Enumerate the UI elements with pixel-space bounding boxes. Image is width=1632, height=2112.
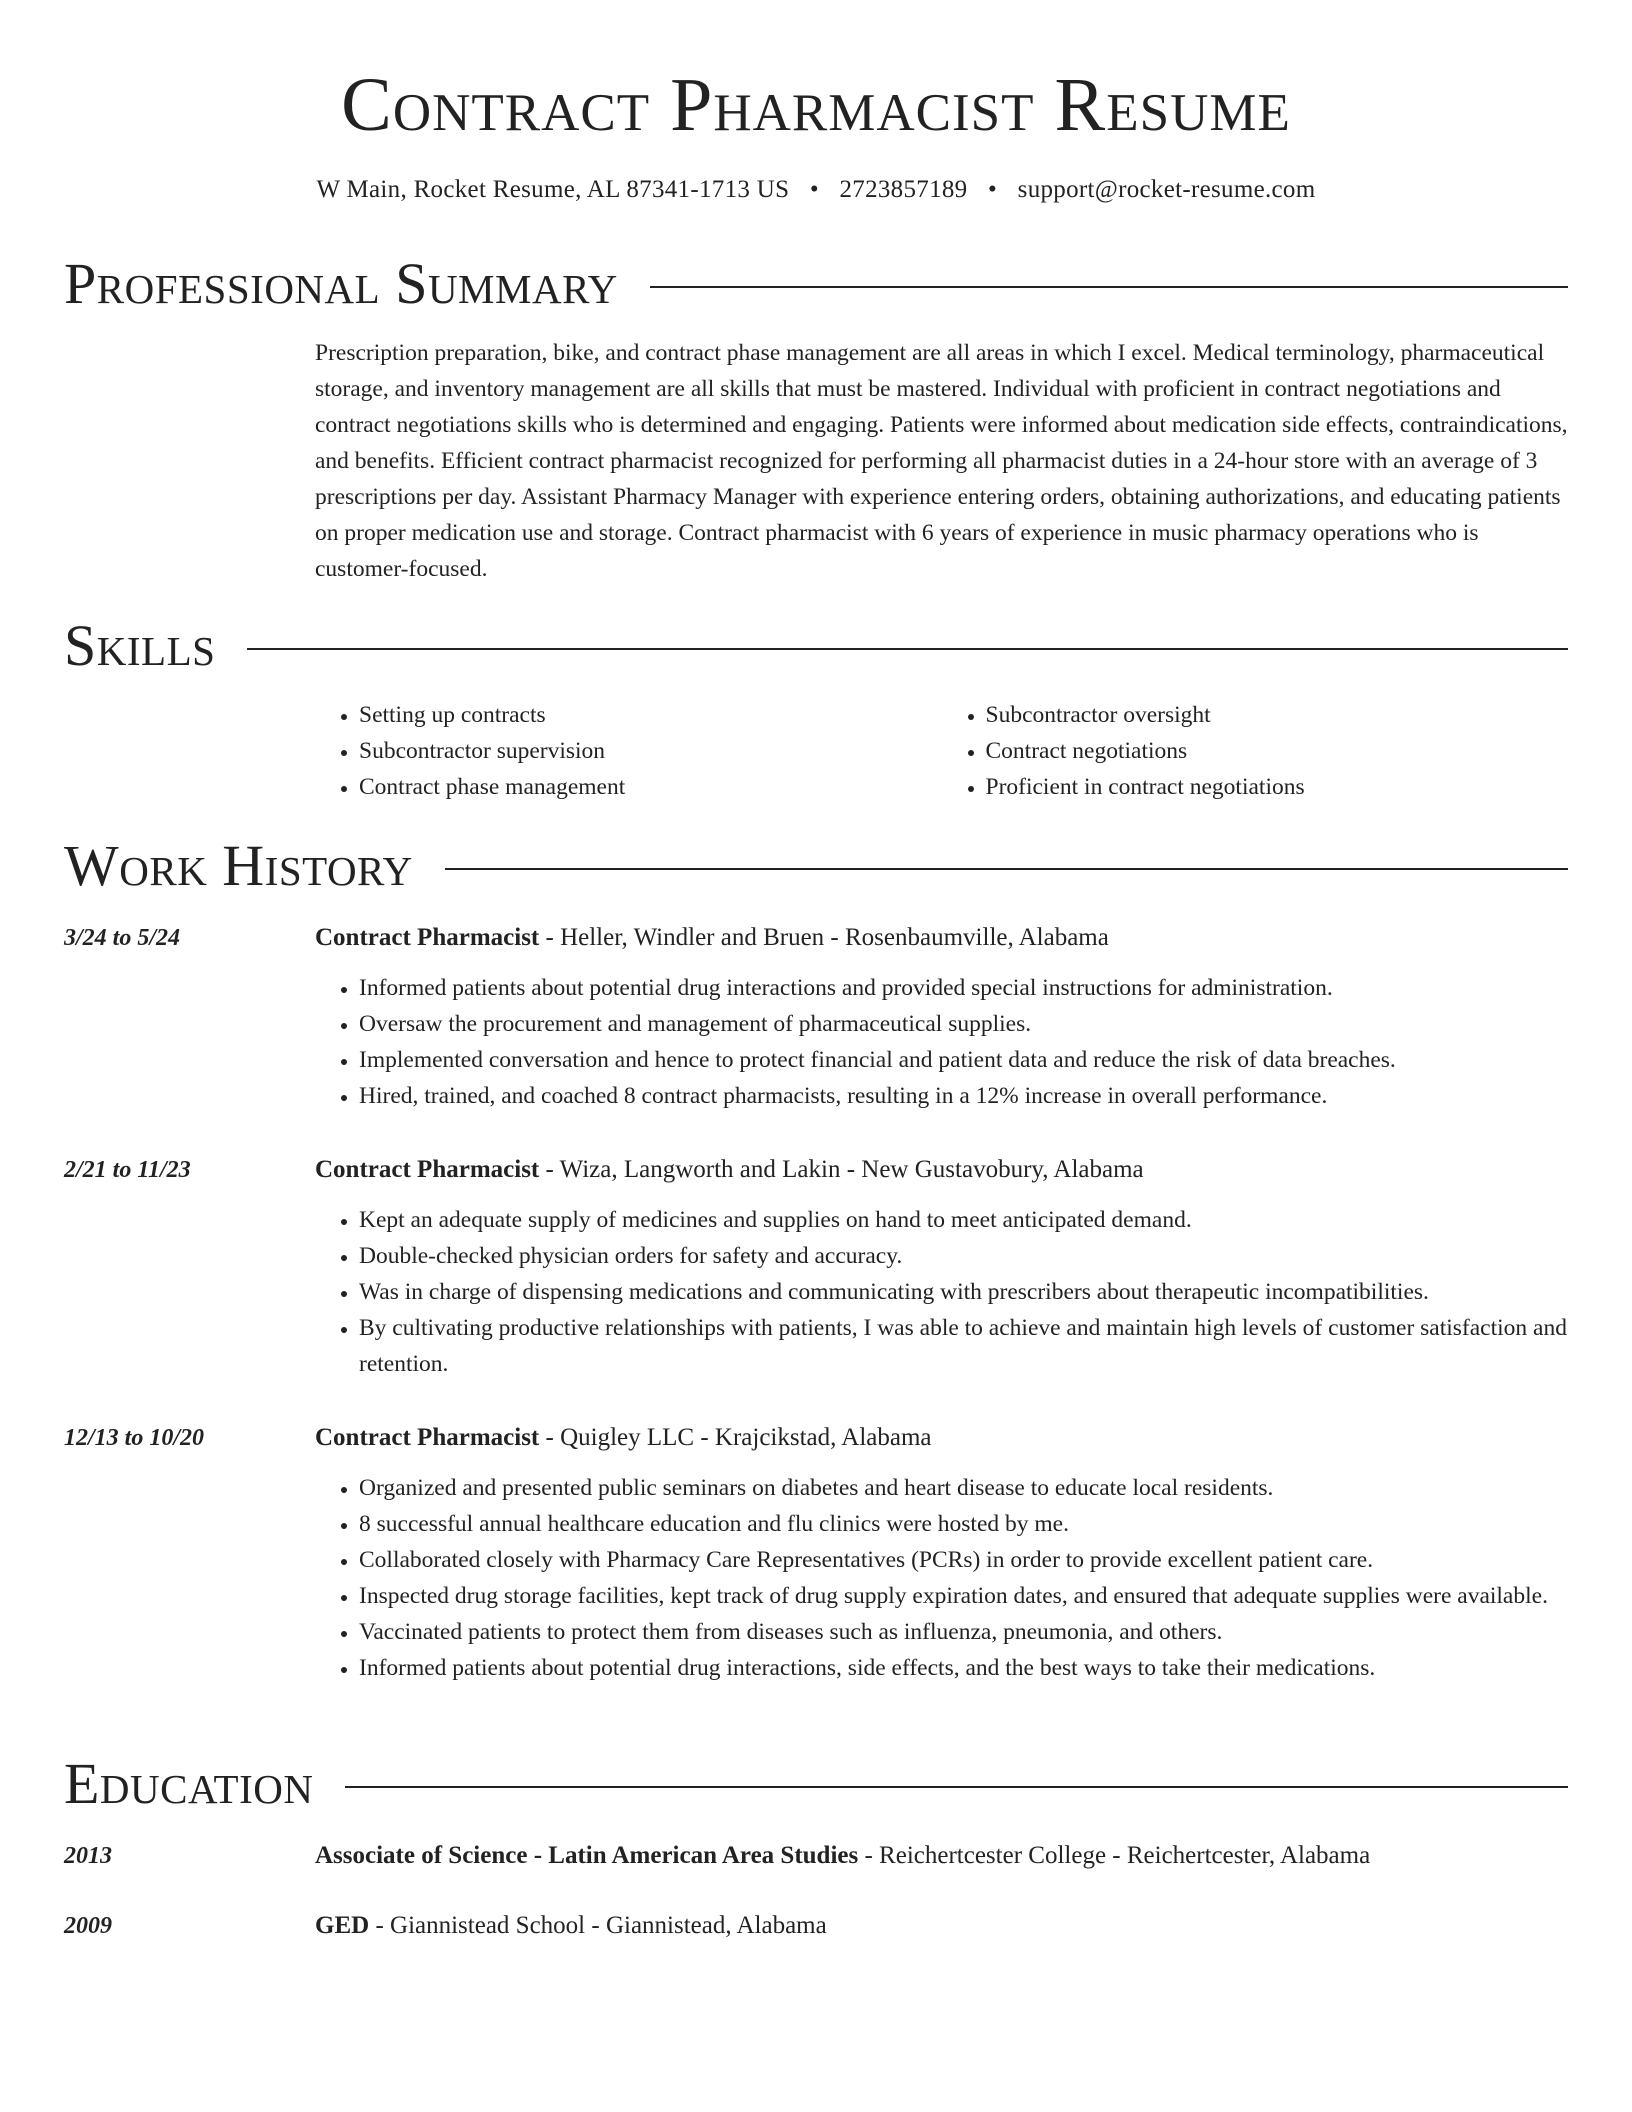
job-bullet: • Informed patients about potential drug interactions and provided special instructions for administration. bbox=[359, 970, 1568, 1006]
job-bullets bbox=[315, 970, 1568, 1114]
skills-list-right bbox=[942, 697, 1569, 805]
education-school: - Giannistead School - Giannistead, Alabama bbox=[369, 1912, 827, 1939]
contact-line bbox=[0, 174, 1632, 206]
section-divider bbox=[445, 868, 1568, 870]
skill-item: • Setting up contracts bbox=[359, 697, 942, 733]
job-bullet: • Oversaw the procurement and management of pharmaceutical supplies. bbox=[359, 1006, 1568, 1042]
job-bullet: • Hired, trained, and coached 8 contract pharmacists, resulting in a 12% increase in overall performance. bbox=[359, 1078, 1568, 1114]
section-title: Work History bbox=[64, 833, 413, 898]
skill-item: • Contract negotiations bbox=[986, 733, 1569, 769]
job-bullet: • Implemented conversation and hence to protect financial and patient data and reduce the risk of data breaches. bbox=[359, 1042, 1568, 1078]
education-year: 2013 bbox=[64, 1843, 112, 1869]
education-entry bbox=[64, 1908, 1568, 1944]
job-bullet: • Vaccinated patients to protect them from diseases such as influenza, pneumonia, and others. bbox=[359, 1614, 1568, 1650]
contact-phone: 2723857189 bbox=[839, 176, 968, 203]
job-bullets bbox=[315, 1470, 1568, 1686]
section-divider bbox=[650, 286, 1568, 288]
job-bullet: • 8 successful annual healthcare education and flu clinics were hosted by me. bbox=[359, 1506, 1568, 1542]
job-entry bbox=[64, 1420, 1568, 1686]
contact-separator: • bbox=[809, 176, 819, 203]
education-heading bbox=[315, 1838, 1370, 1874]
skills-list-left bbox=[315, 697, 942, 805]
job-company: - Heller, Windler and Bruen - Rosenbaumville, Alabama bbox=[539, 924, 1109, 951]
job-dates: 3/24 to 5/24 bbox=[64, 925, 181, 951]
education-heading bbox=[315, 1908, 827, 1944]
section-title: Professional Summary bbox=[64, 251, 618, 316]
job-entry bbox=[64, 920, 1568, 1114]
skill-item: • Contract phase management bbox=[359, 769, 942, 805]
education-year: 2009 bbox=[64, 1913, 112, 1939]
job-bullet: • Informed patients about potential drug interactions, side effects, and the best ways to take their medications. bbox=[359, 1650, 1568, 1686]
job-dates: 2/21 to 11/23 bbox=[64, 1157, 191, 1183]
skills-block bbox=[64, 697, 1568, 805]
section-heading-summary bbox=[64, 252, 1568, 316]
section-heading-work-history bbox=[64, 834, 1568, 898]
skill-item: • Proficient in contract negotiations bbox=[986, 769, 1569, 805]
job-heading bbox=[315, 920, 1109, 956]
summary-block bbox=[64, 335, 1568, 587]
job-role: Contract Pharmacist bbox=[315, 1156, 540, 1183]
job-company: - Quigley LLC - Krajcikstad, Alabama bbox=[539, 1424, 932, 1451]
job-role: Contract Pharmacist bbox=[315, 924, 540, 951]
job-heading bbox=[315, 1420, 932, 1456]
skill-item: • Subcontractor supervision bbox=[359, 733, 942, 769]
education-entry bbox=[64, 1838, 1568, 1874]
contact-email: support@rocket-resume.com bbox=[1017, 176, 1316, 203]
skills-grid bbox=[315, 697, 1568, 805]
job-company: - Wiza, Langworth and Lakin - New Gustavobury, Alabama bbox=[539, 1156, 1144, 1183]
section-title: Education bbox=[64, 1751, 314, 1816]
resume-title: Contract Pharmacist Resume bbox=[341, 63, 1291, 147]
section-divider bbox=[345, 1786, 1568, 1788]
job-bullet: • Collaborated closely with Pharmacy Care Representatives (PCRs) in order to provide excellent patient care. bbox=[359, 1542, 1568, 1578]
education-degree: Associate of Science - Latin American Area Studies bbox=[315, 1842, 859, 1869]
job-bullet: • Inspected drug storage facilities, kept track of drug supply expiration dates, and ensured that adequate supplies were available. bbox=[359, 1578, 1568, 1614]
summary-text: Prescription preparation, bike, and contract phase management are all areas in which I excel. Medical terminology, pharmaceutical storage, and inventory management are all skills that must be mastered. Individual with proficient in contract negotiations and contract negotiations skills who is determined and engaging. Patients were informed about medication side effects, contraindications, and benefits. Efficient contract pharmacist recognized for performing all pharmacist duties in a 24-hour store with an average of 3 prescriptions per day. Assistant Pharmacy Manager with experience entering orders, obtaining authorizations, and educating patients on proper medication use and storage. Contract pharmacist with 6 years of experience in music pharmacy operations who is customer-focused. bbox=[315, 340, 1568, 582]
section-heading-skills bbox=[64, 614, 1568, 678]
job-role: Contract Pharmacist bbox=[315, 1424, 540, 1451]
skill-item: • Subcontractor oversight bbox=[986, 697, 1569, 733]
education-school: - Reichertcester College - Reichertcester, Alabama bbox=[858, 1842, 1371, 1869]
job-bullet: • Was in charge of dispensing medications and communicating with prescribers about therapeutic incompatibilities. bbox=[359, 1274, 1568, 1310]
job-bullet: • By cultivating productive relationships with patients, I was able to achieve and maintain high levels of customer satisfaction and retention. bbox=[359, 1310, 1568, 1382]
contact-separator: • bbox=[988, 176, 998, 203]
job-bullet: • Organized and presented public seminars on diabetes and heart disease to educate local residents. bbox=[359, 1470, 1568, 1506]
job-heading bbox=[315, 1152, 1144, 1188]
section-title: Skills bbox=[64, 613, 216, 678]
job-entry bbox=[64, 1152, 1568, 1382]
job-bullets bbox=[315, 1202, 1568, 1382]
job-bullet: • Kept an adequate supply of medicines and supplies on hand to meet anticipated demand. bbox=[359, 1202, 1568, 1238]
job-dates: 12/13 to 10/20 bbox=[64, 1425, 205, 1451]
contact-address: W Main, Rocket Resume, AL 87341-1713 US bbox=[316, 176, 790, 203]
job-bullet: • Double-checked physician orders for safety and accuracy. bbox=[359, 1238, 1568, 1274]
section-heading-education bbox=[64, 1752, 1568, 1816]
section-divider bbox=[247, 648, 1568, 650]
education-degree: GED bbox=[315, 1912, 370, 1939]
